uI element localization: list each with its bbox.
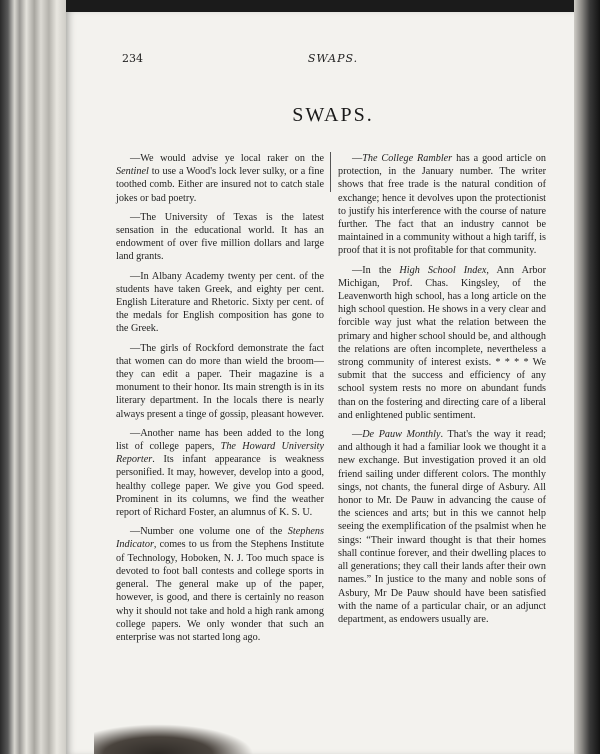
paragraph: —The College Rambler has a good article on protection, in the January number. The writer shows that free trade is the natural condition of exchange; hence it devolves upon the protectionist to justify his interference with the course of nature further. The fact that an industry cannot be maintained in a community without a high tariff, is proof that it is not profitable for that community.: [338, 153, 546, 257]
page: [66, 12, 574, 754]
paragraph: —In Albany Academy twenty per cent. of the students have taken Greek, and eighty per cent. English Literature and Rhetoric. Sixty per cent. of the medals for English composition has gone to the Greek.: [116, 270, 324, 335]
book-spine-edge: [0, 0, 66, 754]
paragraph: —De Pauw Monthly. That's the way it read; and although it had a familiar look we thought it a new exchange. But investigation proved it an old friend sailing under different colors. The monthly sings, not chants, the funeral dirge of Asbury. All honor to Mr. De Pauw in advancing the cause of the sciences and arts; but in this we cannot help seeing the exemplification of the psalmist when he sings: “Their inward thought is that their homes shall continue forever, and their dwelling places to all generations; they call their lands after their own names.” In justice to the many and noble sons of Asbury, Mr De Pauw should have been satisfied with the name of a particular chair, or an adjunct department, as endowers usually are.: [338, 429, 546, 625]
paragraph: —The University of Texas is the latest sensation in the educational world. It has an endowment of over five million dollars and large land grants.: [116, 211, 324, 263]
paragraph: —The girls of Rockford demonstrate the fact that women can do more than wield the broom—they can edit a paper. Their magazine is a monument to their honor. Its main strength is in its literary department. In the locals there is nearly always present a tinge of gossip, pleasant however.: [116, 342, 324, 420]
article-title: SWAPS.: [292, 104, 374, 126]
paragraph: —In the High School Index, Ann Arbor Michigan, Prof. Chas. Kingsley, of the Leavenworth high school, has a long article on the high school question. He shows in a very clear and forcible way just what the relation between the primary and higher school should be, and although the relations are often incomplete, nevertheless a strong community of interest exists. * * * * We submit that the success and efficiency of any school system rests no more on abundant funds than on the fostering and directing care of a liberal and enlightened public sentiment.: [338, 264, 546, 421]
paragraph: —We would advise ye local raker on the Sentinel to use a Wood's lock lever sulky, or a fine toothed comb. Either are insured not to catch stale jokes or bad poetry.: [116, 153, 324, 204]
running-title: SWAPS.: [307, 52, 359, 65]
running-head: [122, 52, 544, 68]
page-number: 234: [122, 52, 143, 65]
thumb: [94, 724, 254, 754]
book-right-edge: [574, 0, 600, 754]
left-column: [116, 152, 324, 650]
column-divider: [330, 152, 331, 192]
right-column: [338, 152, 546, 632]
paragraph: —Number one volume one of the Stephens Indicator, comes to us from the Stephens Institute of Technology, Hoboken, N. J. Too much space is devoted to foot ball contests and college sports in general. The general make up of the paper, however, is good, and there is certainly no reason why it should not take and hold a high rank among college papers. We only wonder that such an enterprise was not started long ago.: [116, 526, 324, 643]
paragraph: —Another name has been added to the long list of college papers, The Howard University Reporter. Its infant appearance is weakness personified. It may, however, develop into a good, healthy college paper. We give you God speed. Prominent in its columns, we find the weather report of Richard Foster, an alumnus of K. S. U.: [116, 427, 324, 519]
